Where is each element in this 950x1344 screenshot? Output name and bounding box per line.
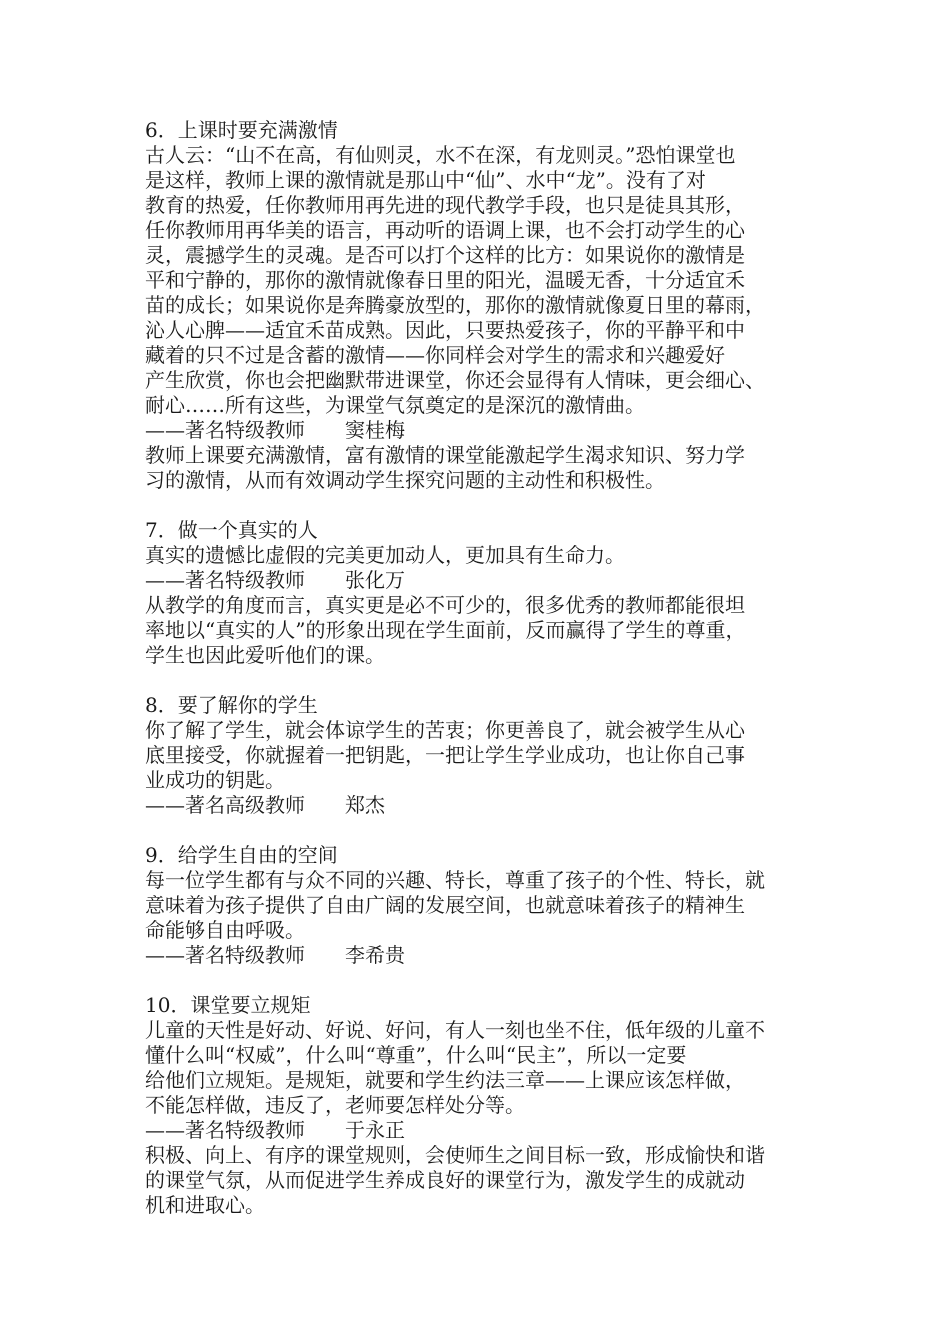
body-line: 是这样，教师上课的激情就是那山中“仙”、水中“龙”。没有了对: [145, 168, 706, 192]
body-line: 沁人心脾——适宜禾苗成熟。因此，只要热爱孩子，你的平静平和中: [145, 318, 745, 342]
body-line: 产生欣赏，你也会把幽默带进课堂，你还会显得有人情味，更会细心、: [145, 368, 765, 392]
comment-line: 从教学的角度而言，真实更是必不可少的，很多优秀的教师都能很坦: [145, 593, 745, 617]
section-heading: 6．上课时要充满激情: [145, 118, 338, 142]
body-line: 任你教师用再华美的语言，再动听的语调上课，也不会打动学生的心: [145, 218, 745, 242]
body-line: 灵，震撼学生的灵魂。是否可以打个这样的比方：如果说你的激情是: [145, 243, 745, 267]
author-attribution: [145, 568, 813, 593]
author-prefix: ——著名高级教师: [145, 793, 305, 817]
section-10: [145, 993, 813, 1218]
body-line: 底里接受，你就握着一把钥匙，一把让学生学业成功，也让你自己事: [145, 743, 745, 767]
author-name: 郑杰: [345, 793, 385, 817]
body-line: 耐心……所有这些，为课堂气氛奠定的是深沉的激情曲。: [145, 393, 645, 417]
body-line: 每一位学生都有与众不同的兴趣、特长，尊重了孩子的个性、特长，就: [145, 868, 765, 892]
author-attribution: [145, 943, 813, 968]
section-6: [145, 118, 813, 493]
body-line: 命能够自由呼吸。: [145, 918, 305, 942]
author-prefix: ——著名特级教师: [145, 1118, 305, 1142]
section-heading: 7．做一个真实的人: [145, 518, 318, 542]
section-9: [145, 843, 813, 968]
comment-line: 的课堂气氛，从而促进学生养成良好的课堂行为，激发学生的成就动: [145, 1168, 745, 1192]
section-7: [145, 518, 813, 668]
body-line: 给他们立规矩。是规矩，就要和学生约法三章——上课应该怎样做，: [145, 1068, 745, 1092]
author-attribution: [145, 418, 813, 443]
comment-line: 机和进取心。: [145, 1193, 265, 1217]
section-heading: 10．课堂要立规矩: [145, 993, 311, 1017]
comment-line: 教师上课要充满激情，富有激情的课堂能激起学生渴求知识、努力学: [145, 443, 745, 467]
comment-line: 习的激情，从而有效调动学生探究问题的主动性和积极性。: [145, 468, 665, 492]
body-line: 不能怎样做，违反了，老师要怎样处分等。: [145, 1093, 525, 1117]
section-heading: 8．要了解你的学生: [145, 693, 318, 717]
body-line: 意味着为孩子提供了自由广阔的发展空间，也就意味着孩子的精神生: [145, 893, 745, 917]
author-prefix: ——著名特级教师: [145, 568, 305, 592]
body-line: 教育的热爱，任你教师用再先进的现代教学手段，也只是徒具其形，: [145, 193, 745, 217]
section-8: [145, 693, 813, 818]
author-name: 李希贵: [345, 943, 405, 967]
author-prefix: ——著名特级教师: [145, 418, 305, 442]
author-name: 窦桂梅: [345, 418, 405, 442]
body-line: 业成功的钥匙。: [145, 768, 285, 792]
comment-line: 积极、向上、有序的课堂规则，会使师生之间目标一致，形成愉快和谐: [145, 1143, 765, 1167]
body-line: 懂什么叫“权威”，什么叫“尊重”，什么叫“民主”，所以一定要: [145, 1043, 687, 1067]
body-line: 藏着的只不过是含蓄的激情——你同样会对学生的需求和兴趣爱好: [145, 343, 725, 367]
body-line: 苗的成长；如果说你是奔腾豪放型的，那你的激情就像夏日里的幕雨，: [145, 293, 765, 317]
author-prefix: ——著名特级教师: [145, 943, 305, 967]
author-attribution: [145, 1118, 813, 1143]
body-line: 你了解了学生，就会体谅学生的苦衷；你更善良了，就会被学生从心: [145, 718, 745, 742]
comment-line: 学生也因此爱听他们的课。: [145, 643, 385, 667]
author-name: 于永正: [345, 1118, 405, 1142]
comment-line: 率地以“真实的人”的形象出现在学生面前，反而赢得了学生的尊重，: [145, 618, 746, 642]
document-page: [145, 118, 813, 1243]
author-attribution: [145, 793, 813, 818]
body-line: 儿童的天性是好动、好说、好问，有人一刻也坐不住，低年级的儿童不: [145, 1018, 765, 1042]
body-line: 真实的遗憾比虚假的完美更加动人，更加具有生命力。: [145, 543, 625, 567]
section-heading: 9．给学生自由的空间: [145, 843, 338, 867]
author-name: 张化万: [345, 568, 405, 592]
body-line: 平和宁静的，那你的激情就像春日里的阳光，温暖无香，十分适宜禾: [145, 268, 745, 292]
body-line: 古人云：“山不在高，有仙则灵，水不在深，有龙则灵。”恐怕课堂也: [145, 143, 736, 167]
